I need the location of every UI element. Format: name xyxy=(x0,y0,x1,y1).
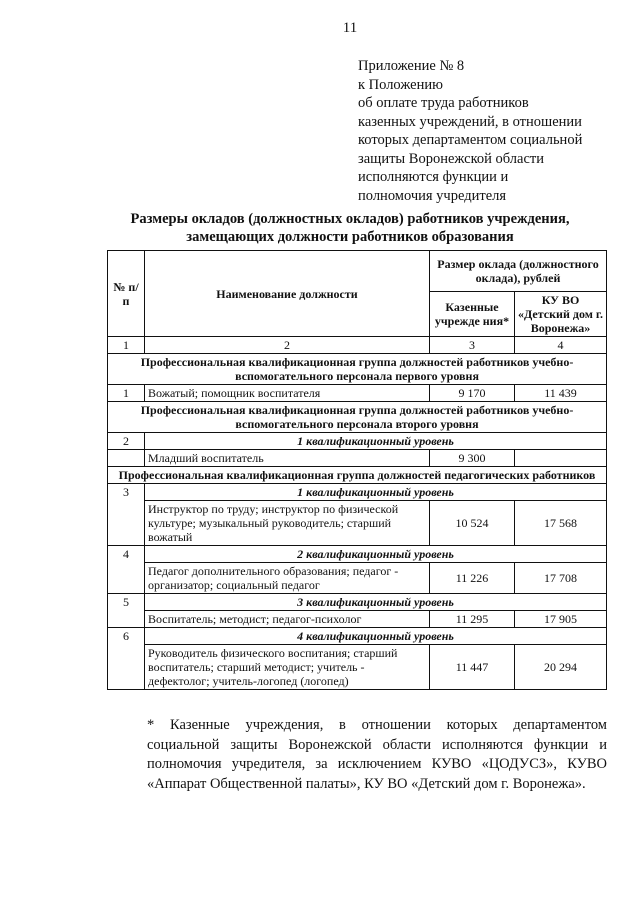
group-title: Профессиональная квалификационная группа должностей работников учебно-вспомогательного персонала второго уровня xyxy=(108,402,607,433)
appendix-line: которых департаментом социальной xyxy=(358,132,583,148)
row-value-kazennye: 9 300 xyxy=(430,450,515,467)
title-line: замещающих должности работников образования xyxy=(186,229,514,245)
row-position: Педагог дополнительного образования; педагог - организатор; социальный педагог xyxy=(145,563,430,594)
row-value-ku-vo: 11 439 xyxy=(515,385,607,402)
column-number: 1 xyxy=(108,337,145,354)
column-number: 2 xyxy=(145,337,430,354)
table-row xyxy=(108,385,607,402)
page-number: 11 xyxy=(342,20,358,36)
group-title-row xyxy=(108,402,607,433)
row-position: Руководитель физического воспитания; старший воспитатель; старший методист; учитель - дефектолог; учитель-логопед (логопед) xyxy=(145,645,430,690)
header-num: № п/п xyxy=(108,251,145,337)
row-position: Инструктор по труду; инструктор по физической культуре; музыкальный руководитель; старший вожатый xyxy=(145,501,430,546)
row-value-ku-vo: 17 708 xyxy=(515,563,607,594)
row-num: 5 xyxy=(108,594,145,628)
level-label: 4 квалификационный уровень xyxy=(145,628,607,645)
table-row xyxy=(108,501,607,546)
level-row xyxy=(108,594,607,611)
row-value-kazennye: 11 295 xyxy=(430,611,515,628)
row-num: 4 xyxy=(108,546,145,594)
appendix-line: Приложение № 8 xyxy=(358,58,465,74)
header-ku-vo: КУ ВО «Детский дом г. Воронежа» xyxy=(515,292,607,337)
header-kazennye: Казенные учрежде ния* xyxy=(430,292,515,337)
appendix-line: защиты Воронежской области xyxy=(358,150,545,167)
level-row xyxy=(108,628,607,645)
group-title-row xyxy=(108,354,607,385)
appendix-line: исполняются функции и xyxy=(358,169,509,185)
title-line: Размеры окладов (должностных окладов) работников учреждения, xyxy=(130,211,570,227)
row-value-kazennye: 11 447 xyxy=(430,645,515,690)
table-row xyxy=(108,645,607,690)
row-value-ku-vo: 17 905 xyxy=(515,611,607,628)
row-value-ku-vo xyxy=(515,450,607,467)
row-num: 3 xyxy=(108,484,145,546)
table-row xyxy=(108,563,607,594)
document-title xyxy=(60,210,640,246)
column-number-row xyxy=(108,337,607,354)
level-row xyxy=(108,484,607,501)
row-value-ku-vo: 17 568 xyxy=(515,501,607,546)
appendix-line: казенных учреждений, в отношении xyxy=(358,113,582,130)
row-num: 1 xyxy=(108,385,145,402)
level-row xyxy=(108,433,607,450)
header-row xyxy=(108,251,607,292)
level-label: 1 квалификационный уровень xyxy=(145,484,607,501)
row-value-kazennye: 10 524 xyxy=(430,501,515,546)
row-position: Младший воспитатель xyxy=(145,450,430,467)
salary-table xyxy=(107,250,607,690)
group-title: Профессиональная квалификационная группа должностей работников учебно-вспомогательного персонала первого уровня xyxy=(108,354,607,385)
level-label: 2 квалификационный уровень xyxy=(145,546,607,563)
appendix-line: об оплате труда работников xyxy=(358,95,529,111)
level-row xyxy=(108,546,607,563)
row-position: Вожатый; помощник воспитателя xyxy=(145,385,430,402)
row-position: Воспитатель; методист; педагог-психолог xyxy=(145,611,430,628)
row-num: 6 xyxy=(108,628,145,690)
row-value-ku-vo: 20 294 xyxy=(515,645,607,690)
level-label: 3 квалификационный уровень xyxy=(145,594,607,611)
table-row xyxy=(108,450,607,467)
appendix-line: к Положению xyxy=(358,76,443,93)
header-salary: Размер оклада (должностного оклада), рублей xyxy=(430,251,607,292)
row-value-kazennye: 9 170 xyxy=(430,385,515,402)
appendix-line: полномочия учредителя xyxy=(358,187,507,204)
footnote-text: * Казенные учреждения, в отношении которых департаментом социальной защиты Воронежской области исполняются функции и полномочия учредителя, за исключением КУВО «ЦОДУСЗ», КУВО «Аппарат Общественной палаты», КУ ВО «Детский дом г. Воронежа». xyxy=(147,717,607,792)
column-number: 3 xyxy=(430,337,515,354)
level-label: 1 квалификационный уровень xyxy=(145,433,607,450)
appendix-header xyxy=(358,57,618,205)
column-number: 4 xyxy=(515,337,607,354)
row-num-empty xyxy=(108,450,145,467)
group-title: Профессиональная квалификационная группа должностей педагогических работников xyxy=(108,467,607,484)
header-position: Наименование должности xyxy=(145,251,430,337)
group-title-row xyxy=(108,467,607,484)
row-value-kazennye: 11 226 xyxy=(430,563,515,594)
footnote xyxy=(107,716,607,794)
table-row xyxy=(108,611,607,628)
row-num: 2 xyxy=(108,433,145,450)
